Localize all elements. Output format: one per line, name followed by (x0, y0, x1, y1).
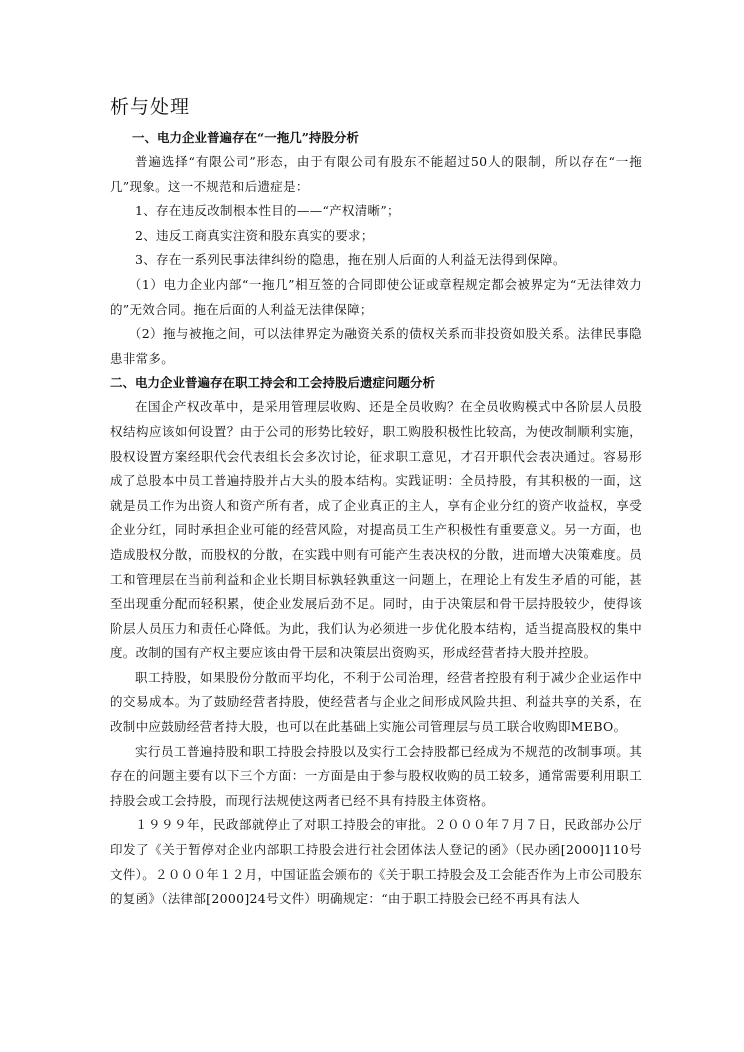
paragraph: １９９９年，民政部就停止了对职工持股会的审批。２０００年７月７日，民政部办公厅印发了《关于暂停对企业内部职工持股会进行社会团体法人登记的函》（民办函[2000]110号文件）。２０００年１２月，中国证监会颁布的《关于职工持股会及工会能否作为上市公司股东的复函》（法律部[2000]24号文件）明确规定：“由于职工持股会已经不再具有法人 (110, 817, 642, 907)
section-heading-2: 二、电力企业普遍存在职工持会和工会持股后遗症问题分析 (110, 375, 436, 391)
sub-item: （1）电力企业内部“一拖几”相互签的合同即使公证或章程规定都会被界定为“无法律效力的”无效合同。拖在后面的人利益无法律保障； (110, 276, 642, 317)
paragraph: 普遍选择“有限公司”形态，由于有限公司有股东不能超过50人的限制，所以存在“一拖几”现象。这一不规范和后遗症是： (110, 154, 642, 194)
section-heading-1: 一、电力企业普遍存在“一拖几”持股分析 (132, 130, 359, 145)
document-body (110, 126, 642, 912)
paragraph: 职工持股，如果股份分散而平均化，不利于公司治理，经营者控股有利于减少企业运作中的交易成本。为了鼓励经营者持股，使经营者与企业之间形成风险共担、利益共享的关系，在改制中应鼓励经营者持大股，也可以在此基础上实施公司管理层与员工联合收购即MEBO。 (110, 669, 642, 735)
paragraph: 实行员工普遍持股和职工持股会持股以及实行工会持股都已经成为不规范的改制事项。其存在的问题主要有以下三个方面：一方面是由于参与股权收购的员工较多，通常需要利用职工持股会或工会持股，而现行法规使这两者已经不具有持股主体资格。 (110, 743, 642, 808)
list-item: 2、违反工商真实注资和股东真实的要求； (135, 227, 374, 243)
paragraph: 在国企产权改革中，是采用管理层收购、还是全员收购？在全员收购模式中各阶层人员股权结构应该如何设置？由于公司的形势比较好，职工购股积极性比较高，为使改制顺利实施，股权设置方案经职代会代表组长会多次讨论，征求职工意见，才召开职代会表决通过。容易形成了总股本中员工普遍持股并占大头的股本结构。实践证明：全员持股，有其积极的一面，这就是员工作为出资人和资产所有者，成了企业真正的主人，享有企业分红的资产收益权，享受企业分红，同时承担企业可能的经营风险，对提高员工生产积极性有重要意义。另一方面，也造成股权分散，而股权的分散，在实践中则有可能产生表决权的分散，进而增大决策难度。员工和管理层在当前利益和企业长期目标孰轻孰重这一问题上，在理论上有发生矛盾的可能，甚至出现重分配而轻积累，使企业发展后劲不足。同时，由于决策层和骨干层持股较少，使得该阶层人员压力和责任心降低。为此，我们认为必须进一步优化股本结构，适当提高股权的集中度。改制的国有产权主要应该由骨干层和决策层出资购买，形成经营者持大股并控股。 (110, 399, 642, 661)
list-item: 1、存在违反改制根本性目的——“产权清晰”； (135, 203, 400, 219)
page-title: 析与处理 (110, 96, 191, 118)
list-item: 3、存在一系列民事法律纠纷的隐患，拖在别人后面的人利益无法得到保障。 (135, 252, 566, 268)
sub-item: （2）拖与被拖之间，可以法律界定为融资关系的债权关系而非投资如股关系。法律民事隐患非常多。 (110, 326, 642, 366)
